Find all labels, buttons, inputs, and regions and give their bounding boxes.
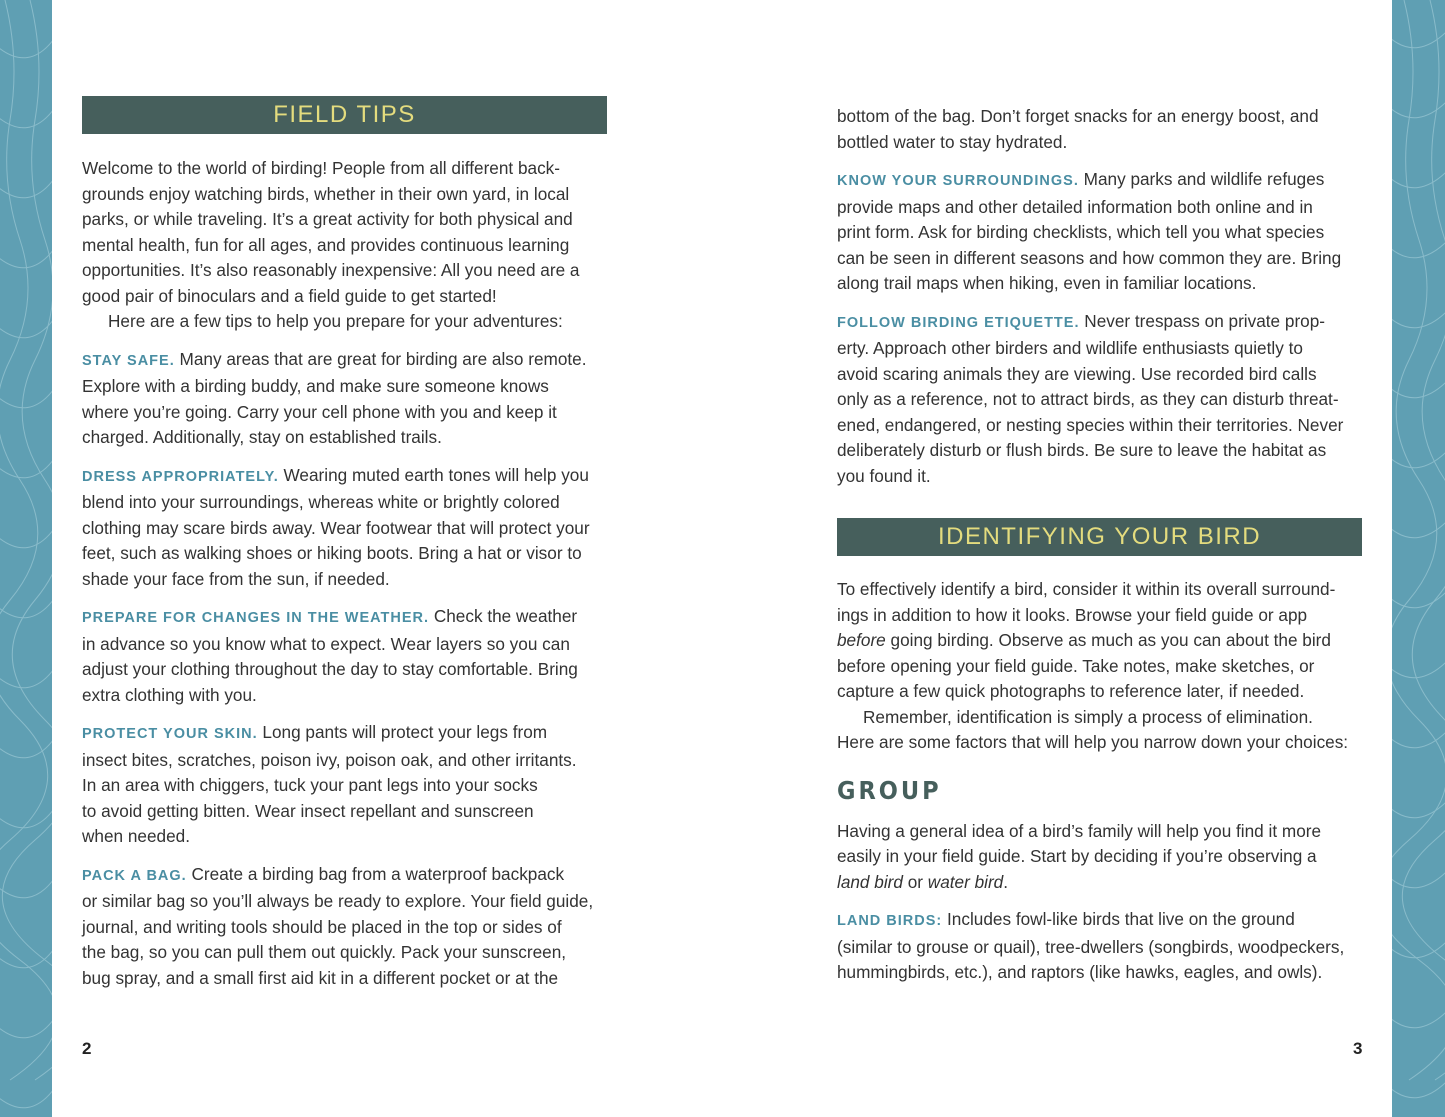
feather-pattern-left xyxy=(0,0,52,1117)
tip-line: can be seen in different seasons and how common they are. Bring xyxy=(837,247,1342,268)
tip-line: Create a birding bag from a waterproof backpack xyxy=(191,863,565,884)
right-feather-edge xyxy=(1392,0,1445,1117)
tip-lead: PREPARE FOR CHANGES IN THE WEATHER. xyxy=(82,610,430,626)
intro-line: Welcome to the world of birding! People from all different back- xyxy=(82,158,560,178)
tip-line: you found it. xyxy=(837,465,931,486)
tip-line: blend into your surroundings, whereas white or brightly colored xyxy=(82,492,560,512)
group-emphasis: water bird xyxy=(927,871,1004,892)
field-tips-banner xyxy=(82,96,607,134)
tip-line: in advance so you know what to expect. Wear layers so you can xyxy=(82,633,570,654)
group-heading: GROUP xyxy=(837,775,942,805)
tip-line: provide maps and other detailed information both online and in xyxy=(837,196,1313,217)
tip-lead: KNOW YOUR SURROUNDINGS. xyxy=(837,173,1079,189)
tip-line: clothing may scare birds away. Wear footwear that will protect your xyxy=(82,517,590,538)
id2-line: Remember, identification is simply a process of elimination. xyxy=(863,706,1313,727)
group-line: or xyxy=(902,871,928,892)
tip-line: ened, endangered, or nesting species within their territories. Never xyxy=(837,414,1344,435)
tip-stay-safe xyxy=(82,347,622,451)
id-line: To effectively identify a bird, consider it within its overall surround- xyxy=(837,579,1336,599)
intro-line: mental health, fun for all ages, and provides continuous learning xyxy=(82,234,570,255)
intro-paragraph xyxy=(82,156,622,309)
page-number-left: 2 xyxy=(82,1039,92,1058)
tip-line: Many areas that are great for birding are also remote. xyxy=(179,348,587,369)
group-line: Having a general idea of a bird’s family will help you find it more xyxy=(837,820,1322,841)
right-page-top xyxy=(837,104,1377,489)
tip-line: or similar bag so you’ll always be ready to explore. Your field guide, xyxy=(82,891,594,911)
tip-line: bug spray, and a small first aid kit in a different pocket or at the xyxy=(82,967,559,988)
id-line: before opening your field guide. Take notes, make sketches, or xyxy=(837,655,1315,676)
continued-line: bottom of the bag. Don’t forget snacks for an energy boost, and xyxy=(837,106,1319,126)
id2-line: Here are some factors that will help you narrow down your choices: xyxy=(837,732,1349,752)
tip-lead: STAY SAFE. xyxy=(82,352,175,369)
group-line: . xyxy=(1003,871,1009,892)
intro-line: good pair of binoculars and a field guide to get started! xyxy=(82,285,497,306)
page-number-right: 3 xyxy=(1353,1039,1363,1058)
tip-line: In an area with chiggers, tuck your pant legs into your socks xyxy=(82,775,538,795)
tip-line: Never trespass on private prop- xyxy=(1084,310,1326,331)
land-birds-line: hummingbirds, etc.), and raptors (like hawks, eagles, and owls). xyxy=(837,962,1323,982)
tip-line: Wearing muted earth tones will help you xyxy=(283,464,589,485)
tip-line: insect bites, scratches, poison ivy, poison oak, and other irritants. xyxy=(82,749,577,770)
tip-line: feet, such as walking shoes or hiking boots. Bring a hat or visor to xyxy=(82,543,582,563)
group-emphasis: land bird xyxy=(837,871,903,892)
land-birds-lead: LAND BIRDS: xyxy=(837,913,943,929)
tip-line: where you’re going. Carry your cell phone with you and keep it xyxy=(82,401,557,422)
tip-line: only as a reference, not to attract birds, as they can disturb threat- xyxy=(837,389,1339,409)
tip-prepare-weather xyxy=(82,604,622,708)
intro-paragraph-2 xyxy=(82,309,622,335)
identification-intro-2 xyxy=(837,705,1377,731)
tip-line: along trail maps when hiking, even in familiar locations. xyxy=(837,273,1257,293)
continued-line: bottled water to stay hydrated. xyxy=(837,131,1068,152)
tip-lead: FOLLOW BIRDING ETIQUETTE. xyxy=(837,314,1080,331)
feather-pattern-right xyxy=(1392,0,1445,1117)
group-line: easily in your field guide. Start by deciding if you’re observing a xyxy=(837,846,1317,866)
tip-line: extra clothing with you. xyxy=(82,684,257,705)
intro2-line: Here are a few tips to help you prepare for your adventures: xyxy=(108,311,563,331)
tip-line: erty. Approach other birders and wildlife enthusiasts quietly to xyxy=(837,338,1303,358)
identifying-bird-banner xyxy=(837,518,1362,556)
tip-protect-skin xyxy=(82,720,622,850)
group-paragraph xyxy=(837,819,1377,896)
tip-line: journal, and writing tools should be placed in the top or sides of xyxy=(82,916,562,937)
continued-paragraph xyxy=(837,104,1377,155)
id-line: ings in addition to how it looks. Browse your field guide or app xyxy=(837,604,1308,625)
tip-lead: PACK A BAG. xyxy=(82,867,187,884)
tip-line: charged. Additionally, stay on established trails. xyxy=(82,427,442,447)
land-birds-line: (similar to grouse or quail), tree-dwellers (songbirds, woodpeckers, xyxy=(837,936,1345,957)
id-line: going birding. Observe as much as you can about the bird xyxy=(885,630,1331,650)
book-spread xyxy=(52,0,1392,1117)
identification-intro-2b xyxy=(837,730,1377,756)
tip-dress-appropriately xyxy=(82,463,622,593)
tip-line: Many parks and wildlife refuges xyxy=(1083,169,1325,189)
identifying-bird-title: IDENTIFYING YOUR BIRD xyxy=(937,523,1262,550)
tip-line: print form. Ask for birding checklists, which tell you what species xyxy=(837,222,1325,242)
tip-line: adjust your clothing throughout the day to stay comfortable. Bring xyxy=(82,659,578,679)
tip-lead: DRESS APPROPRIATELY. xyxy=(82,468,279,485)
field-tips-title: FIELD TIPS xyxy=(273,101,416,128)
right-page-bottom xyxy=(837,577,1377,986)
identification-intro xyxy=(837,577,1377,705)
tip-know-surroundings xyxy=(837,167,1377,297)
land-birds-line: Includes fowl-like birds that live on the ground xyxy=(947,909,1295,929)
id-line: capture a few quick photographs to reference later, if needed. xyxy=(837,681,1305,701)
tip-line: deliberately disturb or flush birds. Be sure to leave the habitat as xyxy=(837,440,1327,460)
tip-line: Long pants will protect your legs from xyxy=(262,722,548,742)
land-birds-paragraph xyxy=(837,907,1377,986)
intro-line: parks, or while traveling. It’s a great activity for both physical and xyxy=(82,209,573,229)
intro-line: grounds enjoy watching birds, whether in their own yard, in local xyxy=(82,183,570,204)
tip-line: avoid scaring animals they are viewing. Use recorded bird calls xyxy=(837,363,1317,384)
tip-pack-bag xyxy=(82,862,622,992)
tip-line: the bag, so you can pull them out quickly. Pack your sunscreen, xyxy=(82,942,567,962)
tip-birding-etiquette xyxy=(837,309,1377,490)
tip-line: shade your face from the sun, if needed. xyxy=(82,568,390,589)
tip-line: to avoid getting bitten. Wear insect repellant and sunscreen xyxy=(82,800,534,821)
tip-line: Check the weather xyxy=(433,606,578,626)
tip-lead: PROTECT YOUR SKIN. xyxy=(82,726,258,742)
left-feather-edge xyxy=(0,0,52,1117)
tip-line: Explore with a birding buddy, and make sure someone knows xyxy=(82,376,549,396)
tip-line: when needed. xyxy=(82,826,190,846)
intro-line: opportunities. It’s also reasonably inexpensive: All you need are a xyxy=(82,260,580,280)
id-emphasis: before xyxy=(837,630,886,650)
left-page-body xyxy=(82,156,622,991)
